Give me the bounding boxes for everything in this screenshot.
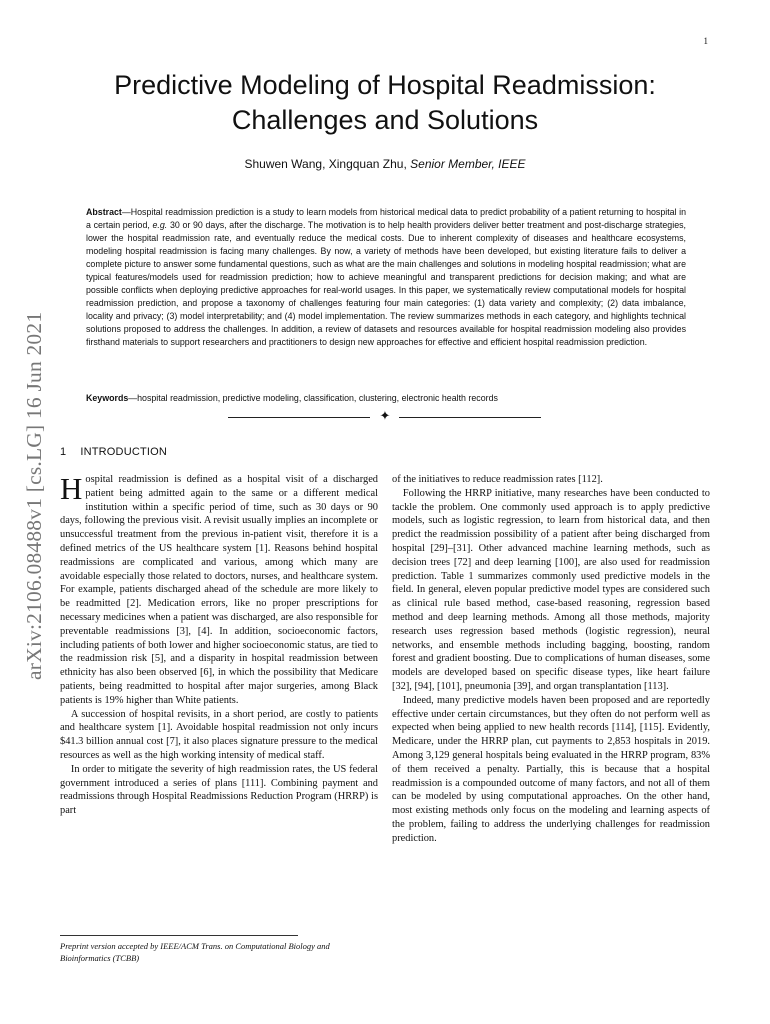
section-title: INTRODUCTION	[80, 446, 168, 458]
title-line-2: Challenges and Solutions	[231, 105, 539, 135]
section-heading	[60, 446, 167, 458]
right-text-column	[392, 473, 710, 846]
abstract-text-part2: 30 or 90 days, after the discharge. The motivation is to help health providers deliver better treatment and post-discharge strategies, lower the hospital readmission rate, and eventually reduce the medical costs. Due to inherent complexity of diseases and healthcare ecosystems, modeling hospital readmission is facing many challenges. By now, a variety of methods have been developed, but existing literature fails to deliver a complete picture to answer some fundamental questions, such as what are the main challenges and solutions in modeling hospital readmission; what are typical features/models used for readmission prediction; how to achieve meaningful and transparent predictions for decision making; and what are possible conflicts when deploying predictive approaches for real-world usages. In this paper, we systematically review computational models for hospital readmission prediction, and propose a taxonomy of challenges featuring four main categories: (1) data variety and complexity; (2) data imbalance, locality and privacy; (3) model interpretability; and (4) model implementation. The review summarizes methods in each category, and highlights technical solutions proposed to address the challenges. In addition, a review of datasets and resources available for hospital readmission modeling also provides firsthand materials to support researchers and practitioners to design new approaches for effective and efficient hospital readmission prediction.	[86, 220, 686, 348]
left-paragraph-1-text: ospital readmission is defined as a hospital visit of a discharged patient being admitted again to the same or a different medical institution within a specific period of time, such as 30 days or 90 days, following the previous visit. A revisit usually implies an incomplete or unsuccessful treatment from the previous in-patient visit, therefore it is a defined metrics of the US healthcare system [1]. Reasons behind hospital readmissions are complicated and various, among which many are avoidable especially those related to doctors, nurses, and healthcare system. For example, patients discharged ahead of the schedule are more likely to be readmitted [2]. Medication errors, like no proper prescriptions for necessary medicines when a patient was discharged, are also responsible for preventable readmissions [3], [4]. In addition, socioeconomic factors, including patients of both lower and higher socioeconomic status, are tied to the readmission risk [5], and a disparity in hospital readmission between ethnicity has also been observed [6], in which the possibility that Medicare patients, being readmitted to hospital after major surgeries, among Black patients is 19% higher than White patients.	[60, 474, 378, 706]
section-number: 1	[60, 446, 67, 458]
page-number: 1	[703, 36, 708, 46]
separator-rule-right	[399, 417, 541, 418]
left-paragraph-3: In order to mitigate the severity of high readmission rates, the US federal government introduced a series of plans [111]. Combining payment and readmissions through Hospital Readmissions Reduction Program (HRRP) is part	[60, 763, 378, 817]
right-paragraph-2: Following the HRRP initiative, many researches have been conducted to tackle the problem. One commonly used approach is to apply predictive models, such as logistic regression, to learn from historical data, and then predict the readmission possibility of a patient after being discharged from hospital [29]–[31]. Other advanced machine learning methods, such as decision trees [72] and deep learning [100], are also used for readmission prediction. Table 1 summarizes commonly used predictive models in the field. In general, eleven popular predictive model types are considered such as clinical rule based method, case-based reasoning, regression based method and deep learning methods. Among all those methods, majority research uses regression based methods (logistic regression), neural networks, and ensemble methods including bagging, boosting, random forest and gradient boosting. Due to complications of human diseases, some models are developed based on specific disease types, like heart failure [32], [94], [101], pneumonia [39], and organ transplantation [113].	[392, 487, 710, 692]
footnote-rule	[60, 935, 298, 936]
author-names: Shuwen Wang, Xingquan Zhu,	[244, 157, 407, 171]
paper-title	[60, 68, 710, 138]
separator-ornament-icon: ✦	[379, 408, 391, 423]
title-line-1: Predictive Modeling of Hospital Readmission:	[114, 70, 656, 100]
author-role: Senior Member, IEEE	[410, 157, 526, 171]
left-paragraph-1	[60, 473, 378, 708]
abstract-text-part1: —Hospital readmission prediction is a study to learn models from historical medical data to predict probability of a patient returning to hospital in a certain period,	[86, 207, 686, 231]
keywords-label: Keywords	[86, 393, 129, 403]
footnote: Preprint version accepted by IEEE/ACM Trans. on Computational Biology and Bioinformatics (TCBB)	[60, 941, 330, 963]
keywords	[86, 392, 686, 405]
arxiv-identifier-stamp: arXiv:2106.08488v1 [cs.LG] 16 Jun 2021	[22, 311, 46, 680]
author-line	[60, 157, 710, 171]
right-paragraph-1: of the initiatives to reduce readmission rates [112].	[392, 474, 603, 485]
abstract-label: Abstract	[86, 207, 122, 217]
keywords-text: —hospital readmission, predictive modeling, classification, clustering, electronic health records	[128, 393, 498, 403]
abstract	[86, 206, 686, 350]
abstract-eg: e.g.	[152, 220, 168, 231]
right-paragraph-3: Indeed, many predictive models haven been proposed and are reportedly effective under certain circumstances, but they often do not perform well as expected when being applied to new health records [114], [115]. Evidently, Medicare, under the HRRP plan, cut payments to 2,853 hospitals in 2019. Among 3,129 general hospitals being evaluated in the HRRP program, 83% of them received a penalty. Partially, this is because that a hospital readmission is a compounded outcome of many factors, and not all of them can be modeled by using computational approaches. On the other hand, most existing methods only focus on the modeling and learning aspects of the problem, failing to address the underlying challenges for readmission prediction.	[392, 694, 710, 844]
drop-cap: H	[60, 471, 83, 506]
separator-rule-left	[228, 417, 370, 418]
left-paragraph-2: A succession of hospital revisits, in a short period, are costly to patients and healthcare system [1]. Avoidable hospital readmission not only incurs $41.3 billion annual cost [7], it also places signature pressure to the medical resources as well as the high working intensity of medical staff.	[60, 708, 378, 761]
left-text-column	[60, 473, 378, 818]
